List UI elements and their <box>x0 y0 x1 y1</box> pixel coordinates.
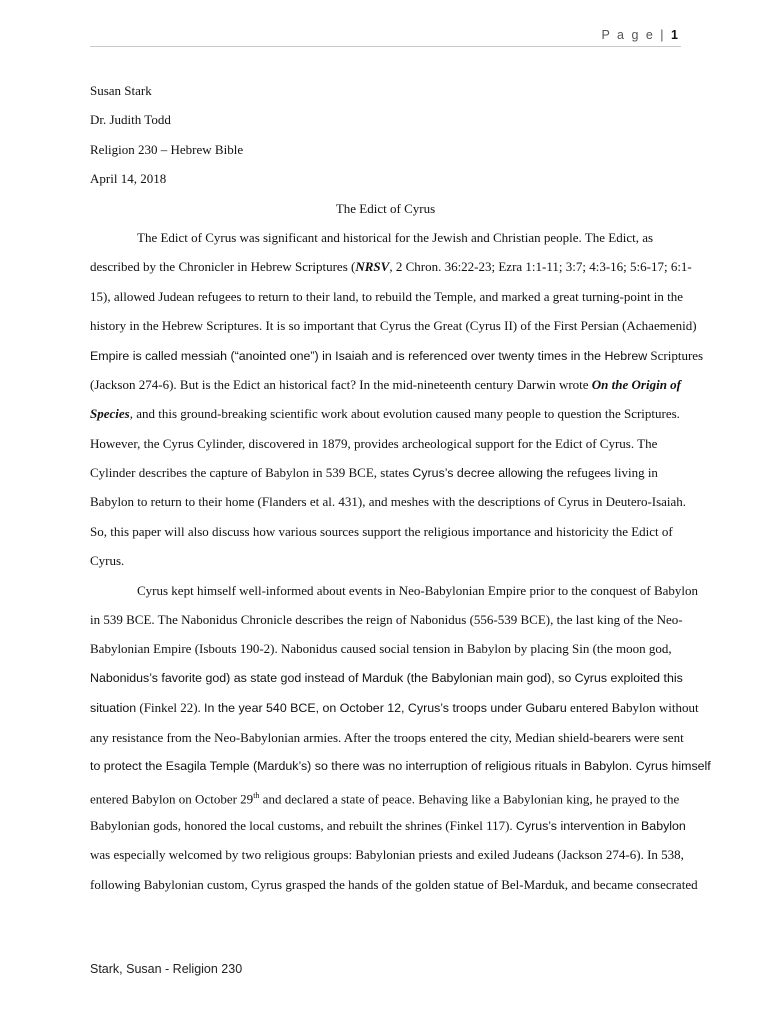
paragraph-2 <box>90 576 711 899</box>
instructor-name: Dr. Judith Todd <box>90 112 171 128</box>
paragraph-line: Nabonidus’s favorite god) as state god instead of Marduk (the Babylonian main god), so Cyrus exploited this <box>90 670 683 685</box>
paragraph-line: However, the Cyrus Cylinder, discovered in 1879, provides archeological support for the Edict of Cyrus. The <box>90 435 658 451</box>
paragraph-line: The Edict of Cyrus was significant and historical for the Jewish and Christian people. The Edict, as <box>137 229 654 245</box>
paragraph-line: in 539 BCE. The Nabonidus Chronicle describes the reign of Nabonidus (556-539 BCE), the last king of the Neo- <box>90 612 683 628</box>
paragraph-line: Cyrus kept himself well-informed about events in Neo-Babylonian Empire prior to the conquest of Babylon <box>137 582 699 598</box>
paragraph-line: situation (Finkel 22). In the year 540 BCE, on October 12, Cyrus’s troops under Gubaru entered Babylon without <box>90 700 699 716</box>
paragraph-line: any resistance from the Neo-Babylonian armies. After the troops entered the city, Median shield-bearers were sent <box>90 729 684 745</box>
paragraph-line: to protect the Esagila Temple (Marduk’s) so there was no interruption of religious rituals in Babylon. Cyrus himself <box>90 758 711 773</box>
paragraph-1 <box>90 223 704 576</box>
paragraph-line: Babylon to return to their home (Flanders et al. 431), and meshes with the descriptions of Cyrus in Deutero-Isaiah. <box>90 494 687 510</box>
paragraph-line: described by the Chronicler in Hebrew Scriptures (NRSV, 2 Chron. 36:22-23; Ezra 1:1-11; 3:7; 4:3-16; 5:6-17; 6:1- <box>90 259 692 275</box>
header-rule <box>90 46 681 47</box>
document-body <box>90 76 711 899</box>
page-label: P a g e | <box>601 28 666 42</box>
paper-date: April 14, 2018 <box>90 171 167 187</box>
paragraph-line: 15), allowed Judean refugees to return to their land, to rebuild the Temple, and marked a great turning-point in the <box>90 288 684 304</box>
paragraph-line: was especially welcomed by two religious groups: Babylonian priests and exiled Judeans (Jackson 274-6). In 538, <box>90 847 684 863</box>
course-name: Religion 230 – Hebrew Bible <box>90 141 244 157</box>
paper-title: The Edict of Cyrus <box>335 200 436 216</box>
author-name: Susan Stark <box>90 83 152 98</box>
book-title: On the Origin of <box>591 376 682 392</box>
nrsv-citation: NRSV <box>355 259 390 275</box>
page-number-header <box>601 28 678 42</box>
paragraph-line: Empire is called messiah (“anointed one”) in Isaiah and is referenced over twenty times in the Hebrew Scriptures <box>90 347 704 363</box>
book-title: Species <box>90 406 130 422</box>
paragraph-line: Babylonian gods, honored the local customs, and rebuilt the shrines (Finkel 117). Cyrus’s intervention in Babylon <box>90 817 686 833</box>
paragraph-line: entered Babylon on October 29th and declared a state of peace. Behaving like a Babylonian king, he prayed to the <box>90 791 680 807</box>
page-footer: Stark, Susan - Religion 230 <box>90 962 243 976</box>
paragraph-line: So, this paper will also discuss how various sources support the religious importance and historicity the Edict of <box>90 523 673 539</box>
paragraph-line: Babylonian Empire (Isbouts 190-2). Nabonidus caused social tension in Babylon by placing Sin (the moon god, <box>90 641 672 657</box>
paragraph-line: history in the Hebrew Scriptures. It is so important that Cyrus the Great (Cyrus II) of the First Persian (Achaemenid) <box>90 318 697 334</box>
paragraph-line: Cylinder describes the capture of Babylon in 539 BCE, states Cyrus’s decree allowing the refugees living in <box>90 465 658 481</box>
paragraph-line: Cyrus. <box>90 553 125 569</box>
paragraph-line: following Babylonian custom, Cyrus grasped the hands of the golden statue of Bel-Marduk, and became consecrated <box>90 876 698 892</box>
paragraph-line: (Jackson 274-6). But is the Edict an historical fact? In the mid-nineteenth century Darwin wrote On the Origin of <box>90 376 682 392</box>
paragraph-line: Species, and this ground-breaking scientific work about evolution caused many people to question the Scriptures. <box>90 406 680 422</box>
page-number: 1 <box>671 28 678 42</box>
